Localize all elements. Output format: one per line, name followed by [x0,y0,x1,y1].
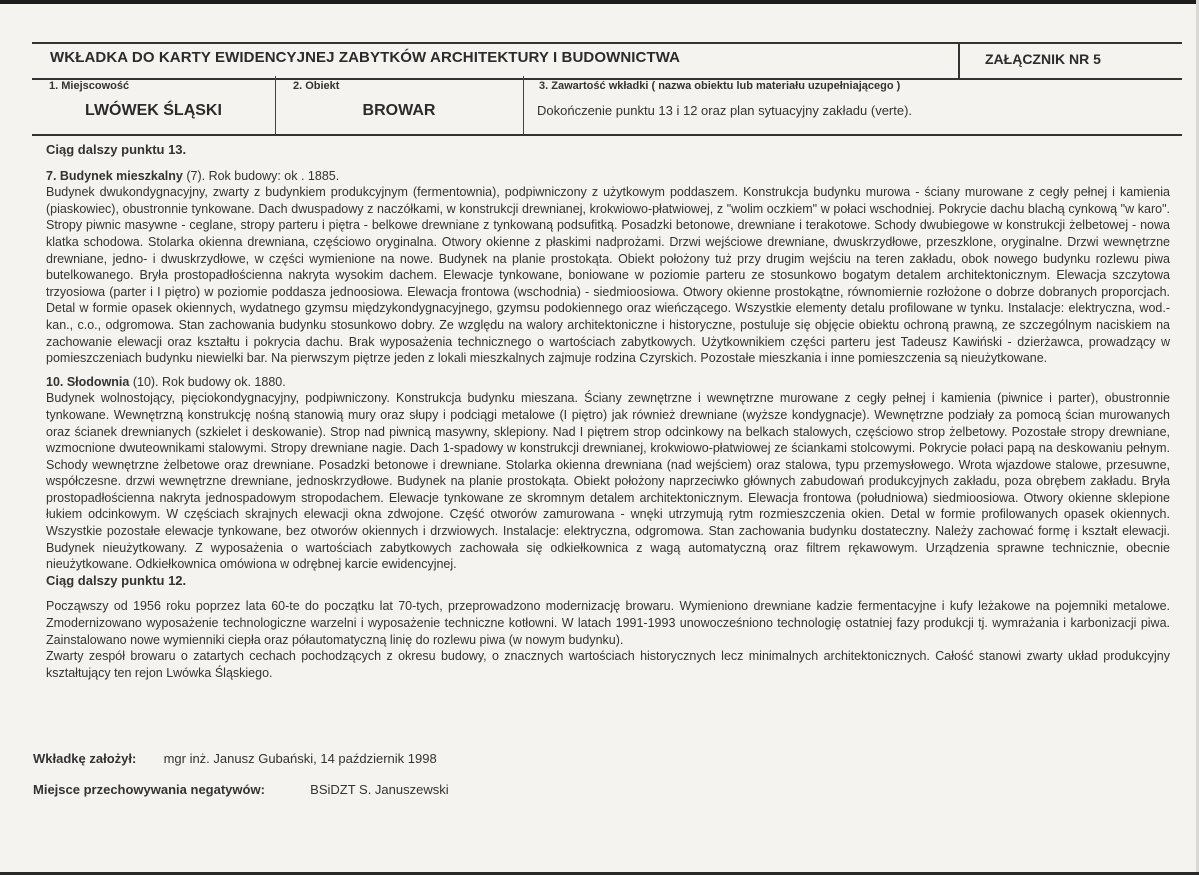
negatives-value: BSiDZT S. Januszewski [310,782,449,797]
negatives-label: Miejsce przechowywania negatywów: [33,782,265,797]
building-10-title: 10. Słodownia [46,374,130,389]
continuation-12-heading: Ciąg dalszy punktu 12. [46,572,187,588]
building-10-meta: (10). Rok budowy ok. 1880. [129,374,286,389]
document-body [46,142,1170,681]
field-contents [523,76,1182,134]
continuation-13-heading: Ciąg dalszy punktu 13. [46,142,187,157]
document-title: WKŁADKA DO KARTY EWIDENCYJNEJ ZABYTKÓW ARCHITEKTURY I BUDOWNICTWA [50,49,681,66]
building-7-text: Budynek dwukondygnacyjny, zwarty z budynkiem produkcyjnym (fermentownia), podpiwniczony z użytkowym poddaszem. Konstrukcja budynku murowa - ściany murowane z cegły pełnej i kamienia (piaskowiec), obustronnie tynkowane. Dach dwuspadowy z naczółkami, w konstrukcji drewnianej, krokwiowo-płatwiowej, z "wolim oczkiem" w połaci wschodniej. Pokrycie dachu blachą cynkową "w karo". Stropy piwnic masywne - ceglane, stropy parteru i piętra - belkowe drewniane z tynkowaną podsufitką. Posadzki betonowe, drewniane i terakotowe. Schody dwubiegowe w konstrukcji żelbetowej - nowa klatka schodowa. Stolarka okienna drewniana, częściowo oryginalna. Otwory okienne z płaskimi nadprożami. Drzwi wejściowe drewniane, dwuskrzydłowe, przeszklone, oryginalne. Drzwi wewnętrzne drewniane, jedno- i dwuskrzydłowe, w części wymienione na nowe. Budynek na planie prostokąta. Obiekt położony tuż przy drugim wejściu na teren zakładu, obok nowego budynku rozlewu piwa butelkowanego. Bryła prostopadłościenna nakryta wysokim dachem. Elewacje tynkowane, boniowane w poziomie parteru ze stosunkowo bogatym detalem architektonicznym. Elewacja szczytowa trzyosiowa (parter i I piętro) w poziomie poddasza jednoosiowa. Elewacja frontowa (wschodnia) - siedmioosiowa. Otwory okienne prostokątne, równomiernie rozłożone o dobrze dobranych proporcjach. Detal w formie opasek okiennych, wydatnego gzymsu międzykondygnacyjnego, gzymsu podokiennego oraz wieńczącego. Wszystkie elementy detalu profilowane w tynku. Instalacje: elektryczna, wod.-kan., c.o., odgromowa. Stan zachowania budynku stosunkowo dobry. Ze względu na walory architektoniczne i historyczne, postuluje się objęcie obiektu ochroną prawną, ze szczególnym naciskiem na zachowanie elewacji oraz kształtu i pokrycia dachu. Brak wyposażenia technicznego o wartościach zabytkowych. Użytkownikiem części parteru jest Tadeusz Kawiński - dzierżawca, prowadzący w pomieszczeniach budynku niewielki bar. Na pierwszym piętrze jeden z lokali mieszkalnych zajmuje rodzina Czyrskich. Pozostałe mieszkania i inne pomieszczenia są nieużytkowane. [46,185,1170,366]
point-12-paragraph-1: Począwszy od 1956 roku poprzez lata 60-te do początku lat 70-tych, przeprowadzono modernizację browaru. Wymieniono drewniane kadzie fermentacyjne i kufy leżakowe na pojemniki metalowe. Zmodernizowano wyposażenie technologiczne warzelni i wyposażenie techniczne kotłowni. W latach 1991-1993 unowocześniono technologię ostatniej fazy produkcji tj. wymrażania i karbonizacji piwa. Zainstalowano nowe wymienniki ciepła oraz półautomatyczną linię do rozlewu piwa (w nowym budynku). [46,599,1170,647]
field-object-value: BROWAR [362,102,436,119]
footer-author [33,751,437,766]
footer-negatives [33,782,449,797]
fields-band [32,76,1182,136]
field-locality-value: LWÓWEK ŚLĄSKI [85,102,222,119]
building-7-title: 7. Budynek mieszkalny [46,168,183,183]
building-7-heading [46,168,1170,185]
header-divider [958,44,960,78]
top-edge [0,0,1199,4]
field-object [275,76,524,134]
spacer [46,367,1170,374]
field-object-label: 2. Obiekt [293,80,340,92]
header-band [32,42,1182,80]
building-10-text: Budynek wolnostojący, pięciokondygnacyjny, podpiwniczony. Konstrukcja budynku mieszana. Ściany zewnętrzne i wewnętrzne murowane z cegły pełnej i kamienia (piwnice i parter), obustronnie tynkowane. Wewnętrzną konstrukcję nośną stanowią mury oraz słupy i podciągi metalowe (I piętro) jak również drewniane (wyższe kondygnacje). Wewnętrzne podziały za pomocą ścian murowanych oraz ścianek drewnianych (szkielet i deskowanie). Strop nad piwnicą masywny, sklepiony. Nad I piętrem strop odcinkowy na belkach stalowych, częściowo strop żelbetowy. Pozostałe stropy drewniane, wzmocnione dwuteownikami stalowymi. Stropy drewniane nagie. Dach 1-spadowy w konstrukcji drewnianej, krokwiowo-płatwiowej ze ściankami stolcowymi. Pokrycie połaci papą na deskowaniu pełnym. Schody wewnętrzne żelbetowe oraz drewniane. Posadzki betonowe i drewniane. Stolarka okienna drewniana (nad wejściem) oraz stalowa, typu przemysłowego. Wrota wjazdowe stalowe, przesuwne, współczesne. drzwi wewnętrzne drewniane, jednoskrzydłowe. Budynek na planie prostokąta. Obiekt położony naprzeciwko głównych zabudowań produkcyjnych zakładu, poza obrębem zakładu. Bryła prostopadłościenna nakryta jednospadowym stropodachem. Elewacje tynkowane ze skromnym detalem architektonicznym. Elewacja frontowa (południowa) siedmioosiowa. Otwory okienne sklepione łukiem odcinkowym. W częściach skrajnych elewacji okna zdwojone. Część otworów zamurowana - wnęki utrzymują rytm rozmieszczenia okien. Detal w formie profilowanych opasek okiennych. Wszystkie pozostałe elewacje tynkowane, bez otworów okiennych i drzwiowych. Instalacje: elektryczna, odgromowa. Stan zachowania budynku dostateczny. Należy zachować formę i kształt elewacji. Budynek nieużytkowany. Z wyposażenia o wartościach zabytkowych zachowała się odkiełkownica z wagą automatyczną oraz filtrem rękawowym. Urządzenia sprawne technicznie, obecnie nieużytkowane. Odkiełkownica omówiona w odrębnej karcie ewidencyjnej. [46,391,1170,572]
field-contents-value: Dokończenie punktu 13 i 12 oraz plan sytuacyjny zakładu (verte). [537,103,913,118]
field-contents-label: 3. Zawartość wkładki ( nazwa obiektu lub materiału uzupełniającego ) [539,80,901,92]
field-locality [32,76,276,134]
author-label: Wkładkę założył: [33,751,137,766]
author-value: mgr inż. Janusz Gubański, 14 październik 1998 [163,751,437,766]
annex-number: ZAŁĄCZNIK NR 5 [985,51,1101,67]
point-12-paragraph-2: Zwarty zespół browaru o zatartych cechach pochodzących z okresu budowy, o znacznych wartościach historycznych lecz minimalnych architektonicznych. Całość stanowi zwarty układ produkcyjny kształtujący ten rejon Lwówka Śląskiego. [46,649,1170,680]
building-10-heading [46,374,1170,391]
spacer [46,589,1170,598]
spacer [46,159,1170,168]
field-locality-label: 1. Miejscowość [49,80,130,92]
building-7-meta: (7). Rok budowy: ok . 1885. [182,168,340,183]
